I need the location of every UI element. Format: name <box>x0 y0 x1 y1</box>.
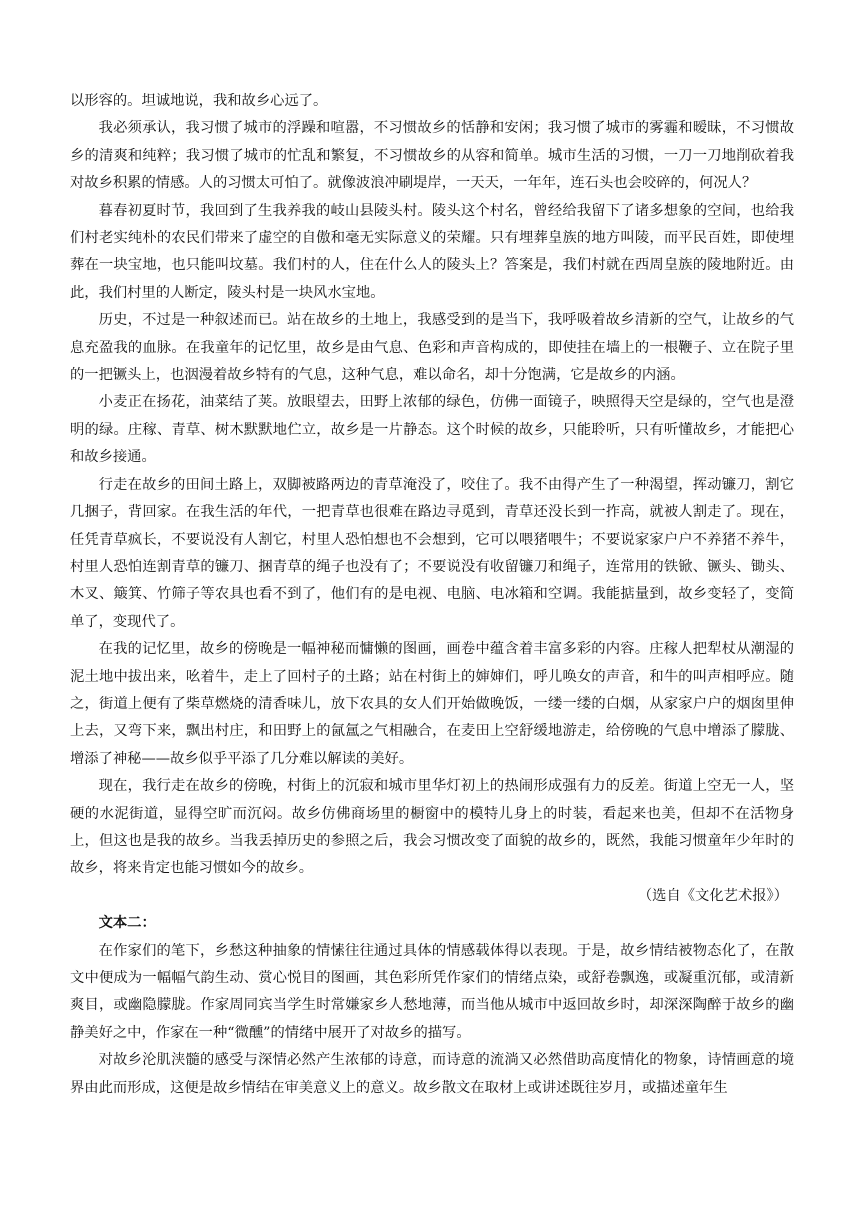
text1-paragraph-4: 小麦正在扬花，油菜结了荚。放眼望去，田野上浓郁的绿色，仿佛一面镜子，映照得天空是绿的，空气也是澄明的绿。庄稼、青草、树木默默地伫立，故乡是一片静态。这个时候的故乡，只能聆听，只有听懂故乡，才能把心和故乡接通。 <box>70 394 794 466</box>
text1-paragraph-7: 现在，我行走在故乡的傍晚，村街上的沉寂和城市里华灯初上的热闹形成强有力的反差。街道上空无一人，坚硬的水泥街道，显得空旷而沉闷。故乡仿佛商场里的橱窗中的模特儿身上的时装，看起来也美，但却不在活物身上，但这也是我的故乡。当我丢掉历史的参照之后，我会习惯改变了面貌的故乡的，既然，我能习惯童年少年时的故乡，将来肯定也能习惯如今的故乡。 <box>70 778 794 877</box>
text1-paragraph-5: 行走在故乡的田间土路上，双脚被路两边的青草淹没了，咬住了。我不由得产生了一种渴望，挥动镰刀，割它几捆子，背回家。在我生活的年代，一把青草也很难在路边寻觅到，青草还没长到一拃高，就被人割走了。现在，任凭青草疯长，不要说没有人割它，村里人恐怕想也不会想到，它可以喂猪喂牛；不要说家家户户不养猪不养牛，村里人恐怕连割青草的镰刀、捆青草的绳子也没有了；不要说没有收留镰刀和绳子，连常用的铁锨、镢头、锄头、木叉、簸箕、竹筛子等农具也看不到了，他们有的是电视、电脑、电冰箱和空调。我能掂量到，故乡变轻了，变简单了，变现代了。 <box>70 476 794 630</box>
text2-heading: 文本二： <box>98 915 156 932</box>
text2-paragraph-1: 在作家们的笔下，乡愁这种抽象的情愫往往通过具体的情感载体得以表现。于是，故乡情结被物态化了，在散文中便成为一幅幅气韵生动、赏心悦目的图画，其色彩所凭作家们的情绪点染，或舒卷飘逸，或凝重沉郁，或清新爽目，或幽隐朦胧。作家周同宾当学生时常嫌家乡人愁地薄，而当他从城市中返回故乡时，却深深陶醉于故乡的幽静美好之中，作家在一种“微醺”的情绪中展开了对故乡的描写。 <box>70 942 794 1041</box>
text1-paragraph-1: 我必须承认，我习惯了城市的浮躁和喧嚣，不习惯故乡的恬静和安闲；我习惯了城市的雾霾和暧昧，不习惯故乡的清爽和纯粹；我习惯了城市的忙乱和繁复，不习惯故乡的从容和简单。城市生活的习惯，一刀一刀地削砍着我对故乡积累的情感。人的习惯太可怕了。就像波浪冲刷堤岸，一天天，一年年，连石头也会咬碎的，何况人？ <box>70 120 794 192</box>
lead-line: 以形容的。坦诚地说，我和故乡心远了。 <box>70 93 328 109</box>
text1-paragraph-3: 历史，不过是一种叙述而已。站在故乡的土地上，我感受到的是当下，我呼吸着故乡清新的空气，让故乡的气息充盈我的血脉。在我童年的记忆里，故乡是由气息、色彩和声音构成的，即使挂在墙上的一根鞭子、立在院子里的一把镢头上，也洇漫着故乡特有的气息，这种气息，难以命名，却十分饱满，它是故乡的内涵。 <box>70 312 794 384</box>
source-citation: （选自《文化艺术报》） <box>637 887 788 904</box>
text2-paragraph-2: 对故乡沦肌浃髓的感受与深情必然产生浓郁的诗意，而诗意的流淌又必然借助高度情化的物象，诗情画意的境界由此而形成，这便是故乡情结在审美意义上的意义。故乡散文在取材上或讲述既往岁月，或描述童年生 <box>70 1052 794 1096</box>
text1-paragraph-6: 在我的记忆里，故乡的傍晚是一幅神秘而慵懒的图画，画卷中蕴含着丰富多彩的内容。庄稼人把犁杖从潮湿的泥土地中拔出来，吆着牛，走上了回村子的土路；站在村街上的婶婶们，呼儿唤女的声音，和牛的叫声相呼应。随之，街道上便有了柴草燃烧的清香味儿，放下农具的女人们开始做晚饭，一缕一缕的白烟，从家家户户的烟囱里伸上去，又弯下来，飘出村庄，和田野上的氤氲之气相融合，在麦田上空舒缓地游走，给傍晚的气息中增添了朦胧、增添了神秘——故乡似乎平添了几分难以解读的美好。 <box>70 641 794 767</box>
text1-paragraph-2: 暮春初夏时节，我回到了生我养我的岐山县陵头村。陵头这个村名，曾经给我留下了诸多想象的空间，也给我们村老实纯朴的农民们带来了虚空的自傲和毫无实际意义的荣耀。只有埋葬皇族的地方叫陵，而平民百姓，即使埋葬在一块宝地，也只能叫坟墓。我们村的人，住在什么人的陵头上？答案是，我们村就在西周皇族的陵地附近。由此，我们村里的人断定，陵头村是一块风水宝地。 <box>70 202 794 301</box>
